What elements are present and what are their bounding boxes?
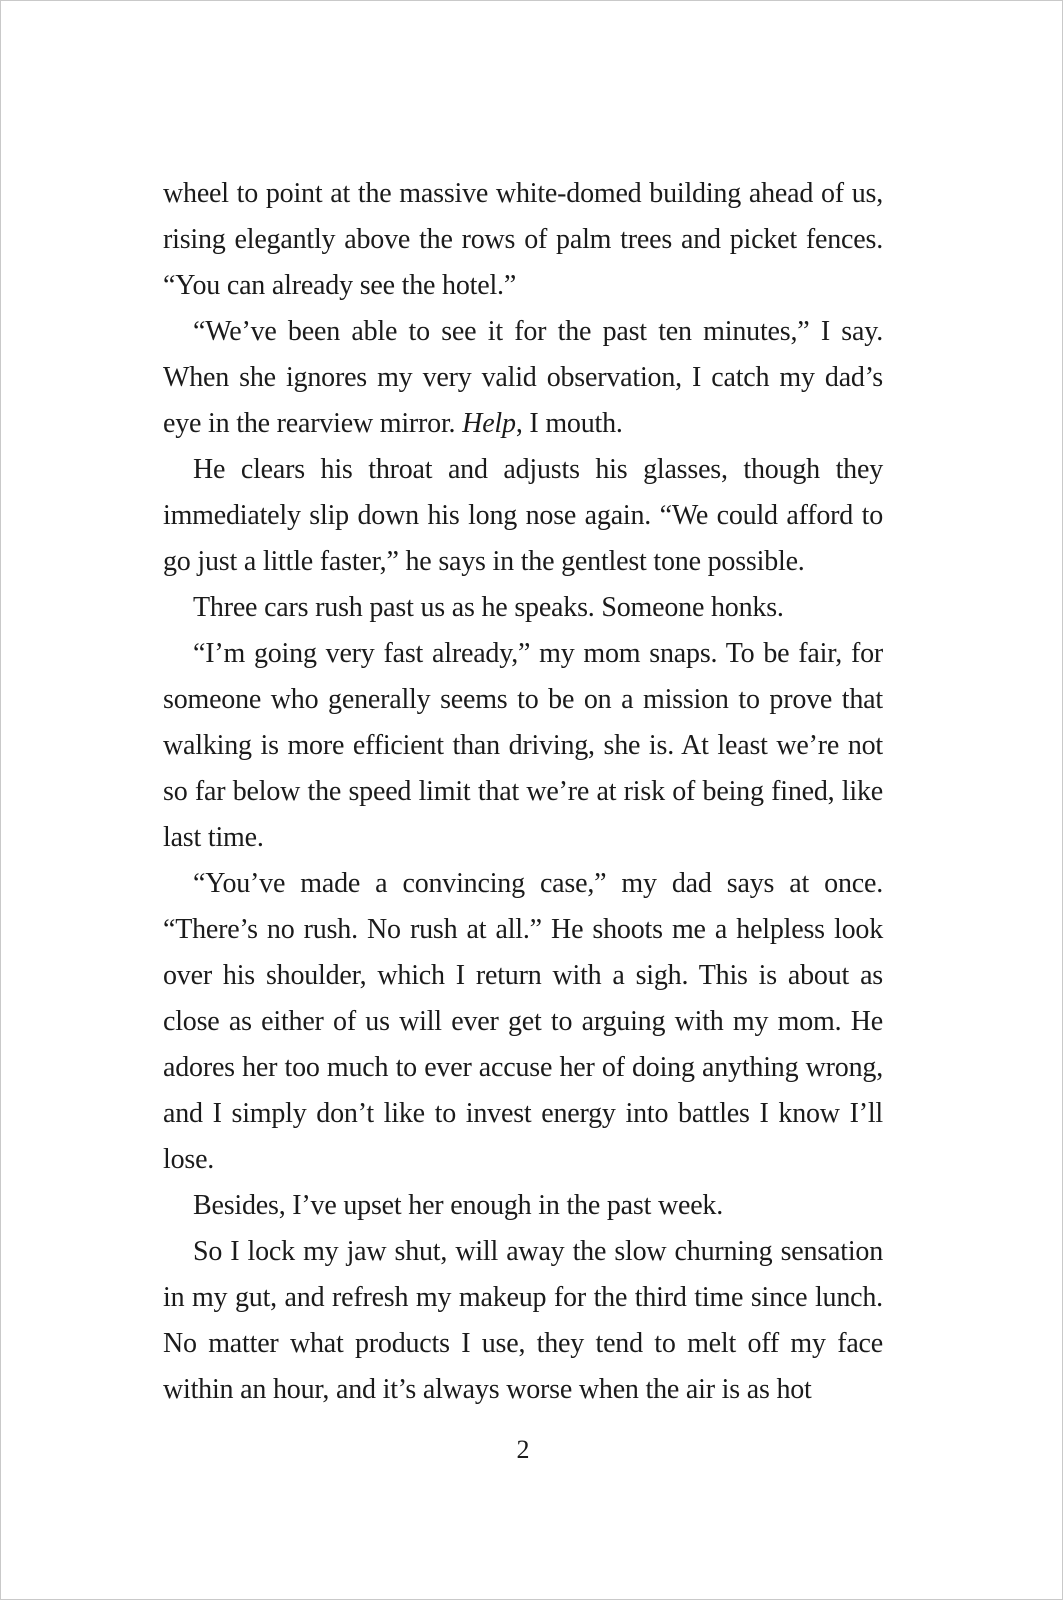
paragraph: [163, 631, 883, 861]
text-segment: “I’m going very fast already,” my mom snaps. To be fair, for someone who generally seems to be on a mission to prove that walking is more efficient than driving, she is. At least we’re not so far below the speed limit that we’re at risk of being fined, like last time.: [163, 638, 883, 853]
paragraph: [163, 585, 883, 631]
italic-text: Help: [462, 408, 516, 439]
text-segment: So I lock my jaw shut, will away the slow churning sensation in my gut, and refresh my makeup for the third time since lunch. No matter what products I use, they tend to melt off my face within an hour, and it’s always worse when the air is as hot: [163, 1236, 883, 1405]
paragraph: [163, 1183, 883, 1229]
paragraph: [163, 447, 883, 585]
text-segment: He clears his throat and adjusts his glasses, though they immediately slip down his long nose again. “We could afford to go just a little faster,” he says in the gentlest tone possible.: [163, 454, 883, 577]
text-segment: , I mouth.: [515, 408, 623, 439]
paragraph: [163, 171, 883, 309]
paragraph: [163, 861, 883, 1183]
text-segment: “We’ve been able to see it for the past ten minutes,” I say. When she ignores my very valid observation, I catch my dad’s eye in the rearview mirror.: [163, 316, 883, 439]
text-segment: wheel to point at the massive white-domed building ahead of us, rising elegantly above the rows of palm trees and picket fences. “You can already see the hotel.”: [163, 178, 883, 301]
page-text: [163, 171, 883, 1413]
text-segment: “You’ve made a convincing case,” my dad says at once. “There’s no rush. No rush at all.” He shoots me a helpless look over his shoulder, which I return with a sigh. This is about as close as either of us will ever get to arguing with my mom. He adores her too much to ever accuse her of doing anything wrong, and I simply don’t like to invest energy into battles I know I’ll lose.: [163, 868, 883, 1175]
page-number: 2: [516, 1435, 530, 1464]
text-segment: Three cars rush past us as he speaks. Someone honks.: [193, 592, 784, 623]
paragraph: [163, 1229, 883, 1413]
text-segment: Besides, I’ve upset her enough in the past week.: [193, 1190, 724, 1221]
paragraph: [163, 309, 883, 447]
